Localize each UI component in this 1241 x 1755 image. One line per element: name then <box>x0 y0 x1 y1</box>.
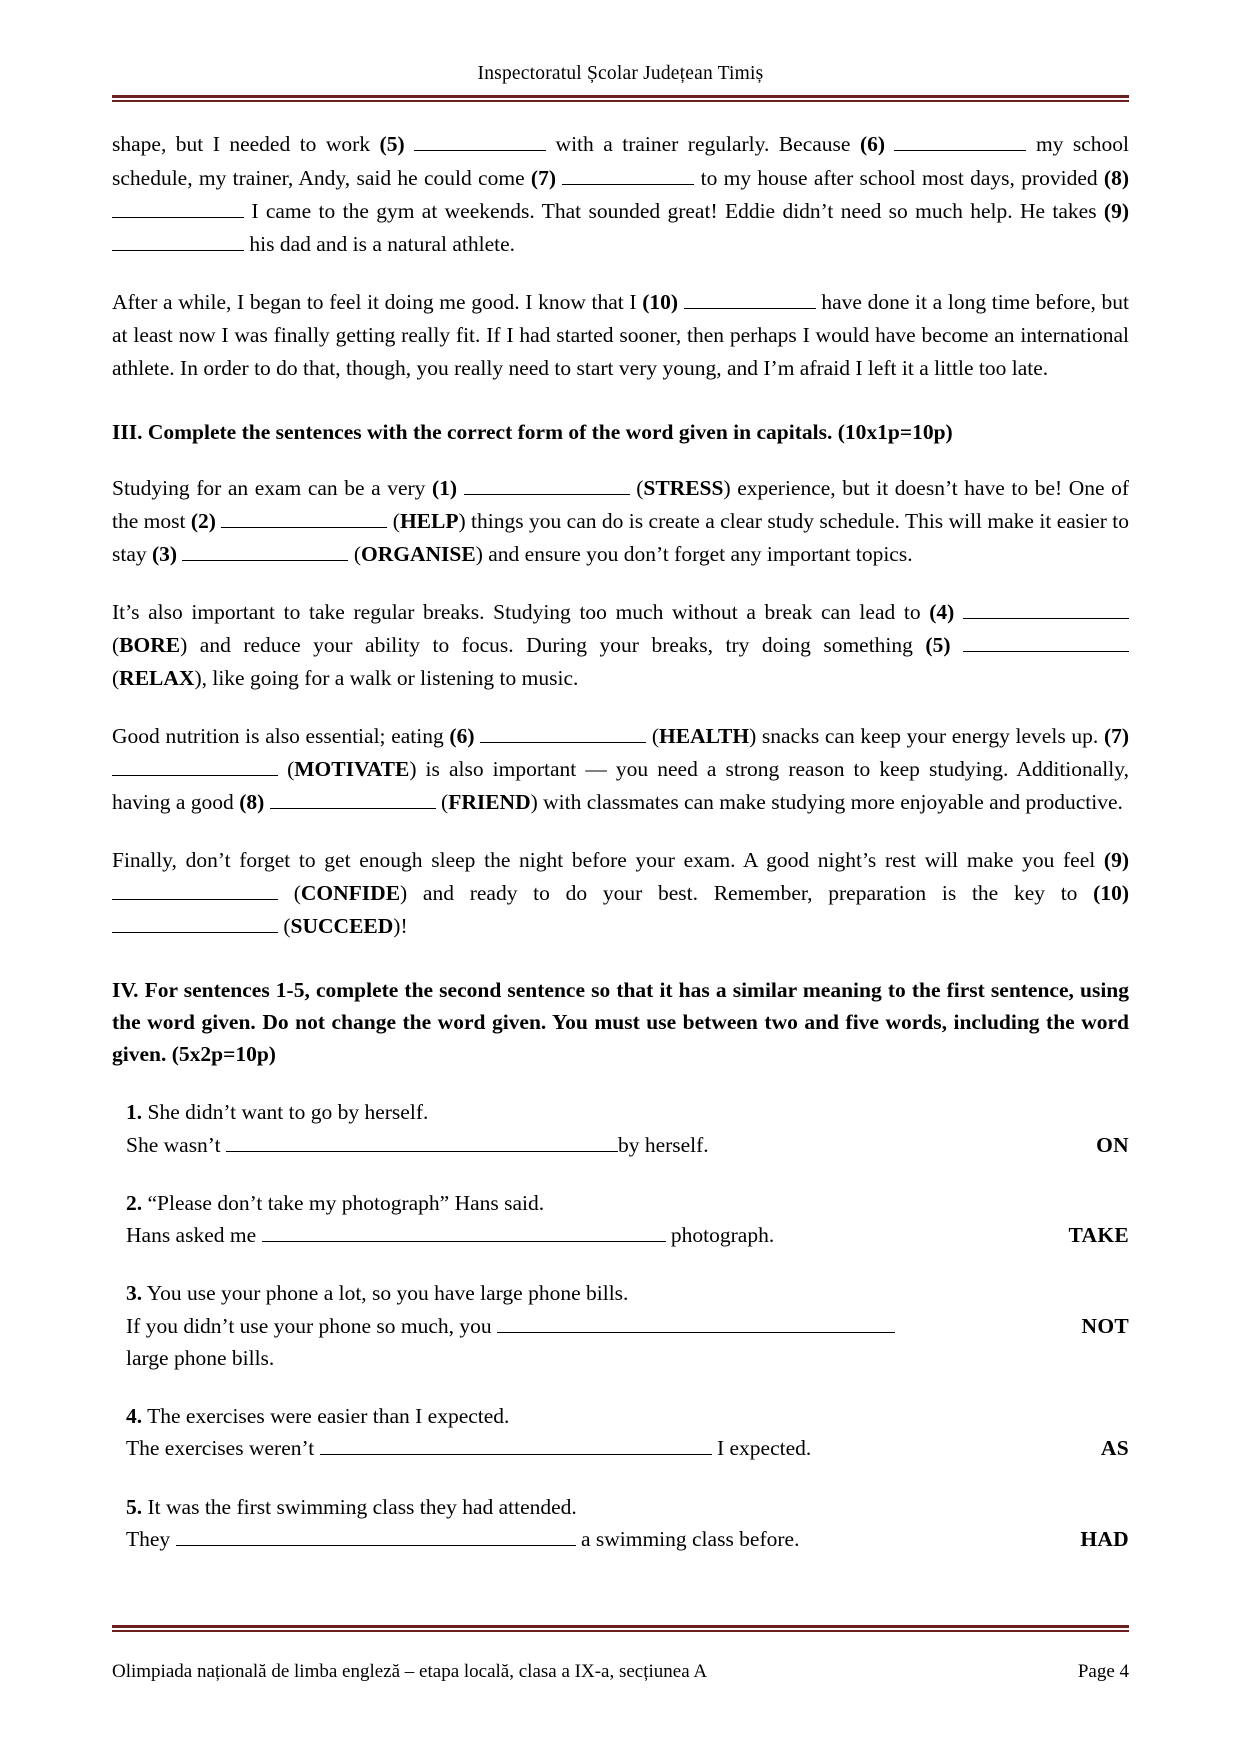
item-5-keyword: HAD <box>1080 1526 1129 1551</box>
t3p4-d: ( <box>278 914 291 939</box>
t3-blank-9 <box>112 877 278 900</box>
item-2-answer-blank[interactable] <box>262 1220 666 1243</box>
task3-paragraph-3 <box>112 720 1129 820</box>
t3p3-f: ( <box>435 790 449 815</box>
list-item <box>126 1096 1129 1161</box>
reading-paragraph-1 <box>112 128 1129 261</box>
t3p1-f: ( <box>348 542 362 567</box>
t3p3-b: ( <box>646 723 660 748</box>
item-1-prompt: She didn’t want to go by herself. <box>142 1100 429 1125</box>
task3-paragraph-4 <box>112 844 1129 944</box>
t3-blank-7 <box>112 754 278 777</box>
t3-blank-4 <box>963 596 1129 619</box>
t3p4-e: )! <box>393 914 408 939</box>
t3p1-g: ) and ensure you don’t forget any important topics. <box>475 542 913 567</box>
blank-9 <box>112 229 244 252</box>
para1-text-a: shape, but I needed to work <box>112 132 380 157</box>
t3-blank-8 <box>270 787 436 810</box>
reading-paragraph-2 <box>112 286 1129 386</box>
para1-number-8: (8) <box>1103 165 1129 190</box>
para1-text-f: his dad and is a natural athlete. <box>244 232 516 257</box>
para2-number-10: (10) <box>642 289 679 314</box>
t3-word-5: RELAX <box>119 666 195 691</box>
t3p1-e: ) things you can do is create a clear study schedule. This will make it easier to stay <box>112 509 1129 567</box>
t3-number-10: (10) <box>1093 880 1129 905</box>
t3-word-3: ORGANISE <box>361 542 476 567</box>
t3-number-1: (1) <box>431 475 458 500</box>
t3-number-5: (5) <box>925 633 951 658</box>
t3-number-7: (7) <box>1103 723 1130 748</box>
list-item <box>126 1400 1129 1465</box>
t3-word-6: HEALTH <box>659 723 750 748</box>
item-5-answer-blank[interactable] <box>176 1523 576 1546</box>
t3-word-8: FRIEND <box>448 790 531 815</box>
t3-word-1: STRESS <box>643 475 724 500</box>
page-footer <box>112 1660 1129 1685</box>
t3p1-b: ( <box>629 475 644 500</box>
item-3-answer-blank[interactable] <box>497 1310 895 1333</box>
item-3-keyword: NOT <box>1081 1313 1129 1338</box>
item-1-keyword: ON <box>1096 1132 1129 1157</box>
item-1-number: 1. <box>126 1100 143 1125</box>
t3p2-d: ( <box>112 666 120 691</box>
t3p3-g: ) with classmates can make studying more enjoyable and productive. <box>530 790 1123 815</box>
para1-text-d: to my house after school most days, provided <box>694 165 1104 190</box>
item-3-number: 3. <box>126 1281 143 1306</box>
t3p4-b: ( <box>278 880 301 905</box>
item-5-number: 5. <box>126 1494 143 1519</box>
t3p1-a: Studying for an exam can be a very <box>112 475 432 500</box>
item-2-start: Hans asked me <box>126 1223 262 1248</box>
t3-blank-5 <box>963 630 1129 653</box>
item-1-answer-blank[interactable] <box>226 1129 618 1152</box>
para1-text-e: I came to the gym at weekends. That sounded great! Eddie didn’t need so much help. He takes <box>244 199 1104 224</box>
t3-blank-3 <box>182 539 348 562</box>
footer-divider <box>112 1625 1129 1632</box>
item-2-number: 2. <box>126 1190 143 1215</box>
item-4-number: 4. <box>126 1404 143 1429</box>
t3p2-b: ( <box>112 633 120 658</box>
item-1-start: She wasn’t <box>126 1132 226 1157</box>
task-3-heading: III. Complete the sentences with the correct form of the word given in capitals. (10x1p=10p) <box>112 419 953 444</box>
task-4-items <box>112 1096 1129 1555</box>
t3-word-7: MOTIVATE <box>294 757 410 782</box>
item-4-answer-blank[interactable] <box>320 1433 712 1456</box>
t3-blank-10 <box>112 911 278 934</box>
t3-word-4: BORE <box>119 633 181 658</box>
para1-text-b: with a trainer regularly. Because <box>546 132 860 157</box>
blank-8 <box>112 196 244 219</box>
para1-number-5: (5) <box>379 132 405 157</box>
t3-word-10: SUCCEED <box>290 914 394 939</box>
blank-6 <box>894 129 1026 152</box>
t3p1-c: ) experience, but it doesn’t have to be! One of the most <box>112 475 1130 534</box>
t3p1-d: ( <box>387 509 400 534</box>
task3-paragraph-1 <box>112 472 1129 572</box>
item-4-end: I expected. <box>711 1436 812 1461</box>
item-2-keyword: TAKE <box>1068 1223 1129 1248</box>
footer-left-text: Olimpiada națională de limba engleză – etapa locală, clasa a IX-a, secțiunea A <box>112 1661 708 1683</box>
t3p2-c: ) and reduce your ability to focus. During your breaks, try doing something <box>180 633 926 658</box>
blank-5 <box>414 129 546 152</box>
para1-text-c: my school schedule, my trainer, Andy, said he could come <box>112 132 1130 190</box>
list-item <box>126 1491 1129 1556</box>
t3-number-2: (2) <box>190 509 216 534</box>
item-5-start: They <box>126 1526 176 1551</box>
t3p3-d: ( <box>278 757 295 782</box>
list-item <box>126 1187 1129 1252</box>
item-1-end: by herself. <box>617 1132 709 1157</box>
footer-page-number: Page 4 <box>1077 1661 1129 1683</box>
para1-number-9: (9) <box>1103 199 1129 224</box>
item-4-start: The exercises weren’t <box>126 1436 320 1461</box>
t3p2-e: ), like going for a walk or listening to music. <box>194 666 579 691</box>
item-4-prompt: The exercises were easier than I expected. <box>142 1404 510 1429</box>
t3-number-6: (6) <box>449 723 475 748</box>
t3-number-3: (3) <box>152 542 178 567</box>
task3-paragraph-2 <box>112 596 1129 696</box>
t3p4-c: ) and ready to do your best. Remember, preparation is the key to <box>400 880 1094 905</box>
t3p3-a: Good nutrition is also essential; eating <box>112 723 450 748</box>
item-5-prompt: It was the first swimming class they had attended. <box>142 1494 577 1519</box>
para1-number-7: (7) <box>530 165 556 190</box>
t3p4-a: Finally, don’t forget to get enough sleep the night before your exam. A good night’s rest will make you feel <box>112 847 1104 872</box>
para2-text-b: have done it a long time before, but at least now I was finally getting really fit. If I had started sooner, then perhaps I would have become an international athlete. In order to do that, though, you really need to start very young, and I’m afraid I left it a little too late. <box>112 289 1129 381</box>
para1-number-6: (6) <box>859 132 886 157</box>
header-institution: Inspectoratul Școlar Județean Timiș <box>477 63 764 84</box>
item-5-end: a swimming class before. <box>575 1526 800 1551</box>
t3-number-8: (8) <box>239 790 265 815</box>
item-3-start: If you didn’t use your phone so much, you <box>126 1313 498 1338</box>
item-4-keyword: AS <box>1100 1436 1129 1461</box>
t3-word-9: CONFIDE <box>300 880 401 905</box>
item-2-prompt: “Please don’t take my photograph” Hans said. <box>142 1190 545 1215</box>
item-3-prompt: You use your phone a lot, so you have large phone bills. <box>142 1281 629 1306</box>
t3-number-4: (4) <box>929 599 955 624</box>
t3-number-9: (9) <box>1103 847 1129 872</box>
t3p3-c: ) snacks can keep your energy levels up. <box>749 723 1104 748</box>
t3p3-e: ) is also important — you need a strong reason to keep studying. Additionally, having a good <box>112 757 1129 815</box>
list-item <box>126 1277 1129 1374</box>
footer-spacer <box>112 1581 1129 1611</box>
blank-10 <box>684 286 816 309</box>
page-header <box>112 62 1129 85</box>
task-4-heading: IV. For sentences 1-5, complete the second sentence so that it has a similar meaning to the first sentence, using the word given. Do not change the word given. You must use between two and five words, including the word given. (5x2p=10p) <box>112 977 1129 1067</box>
header-divider <box>112 95 1129 102</box>
t3-word-2: HELP <box>399 509 459 534</box>
t3-blank-6 <box>480 720 646 743</box>
t3-blank-2 <box>221 506 387 529</box>
t3p2-a: It’s also important to take regular breaks. Studying too much without a break can lead to <box>112 599 930 624</box>
t3-blank-1 <box>464 472 630 495</box>
para2-text-a: After a while, I began to feel it doing me good. I know that I <box>112 289 643 314</box>
item-2-end: photograph. <box>665 1223 775 1248</box>
item-3-tail: large phone bills. <box>126 1345 275 1370</box>
blank-7 <box>562 162 694 185</box>
